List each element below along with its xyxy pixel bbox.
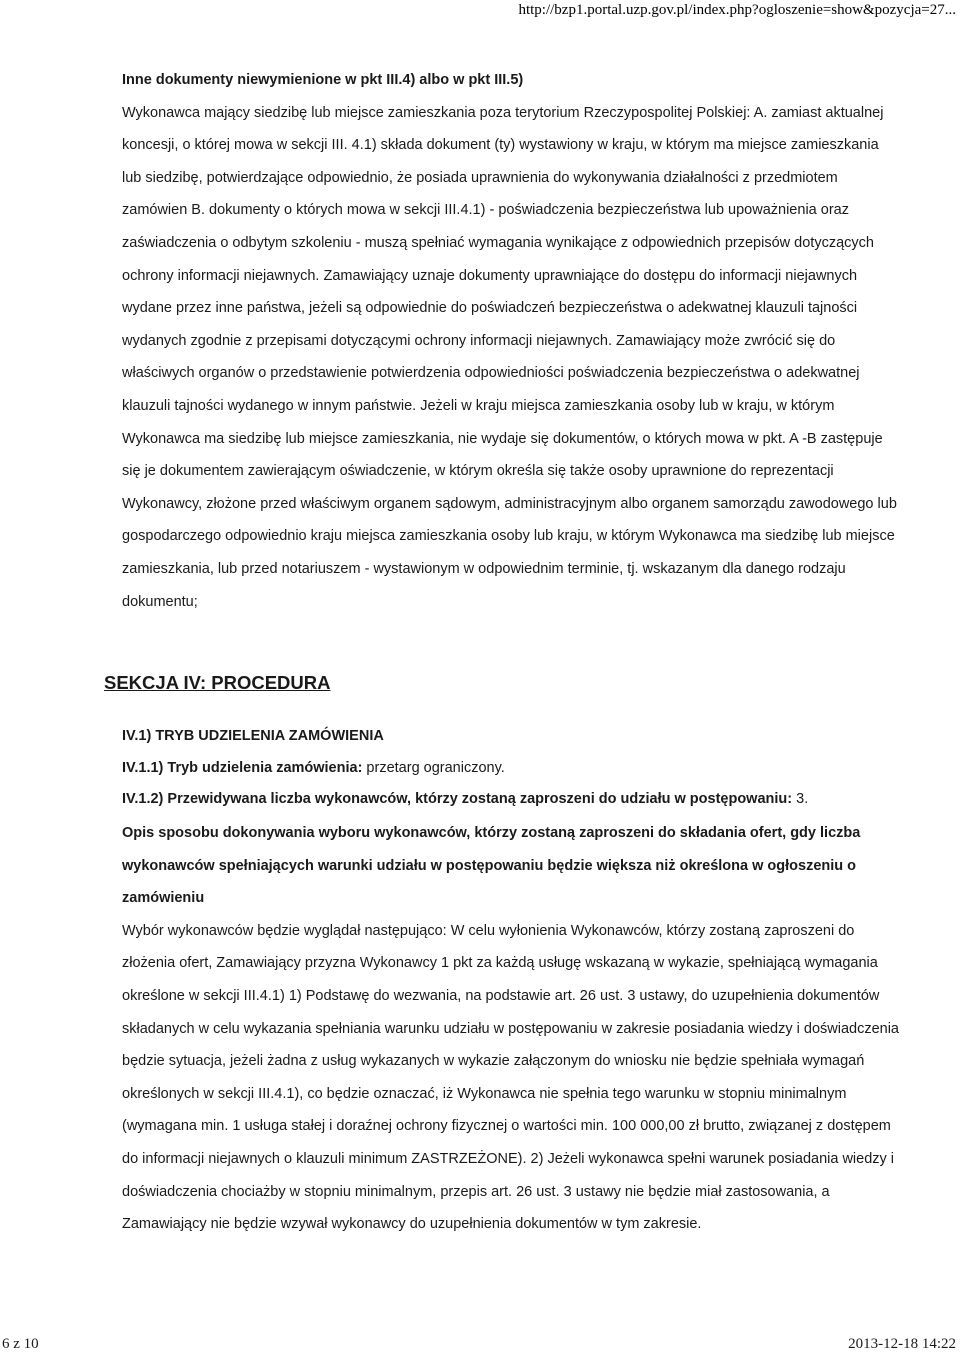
section-iv-title: SEKCJA IV: PROCEDURA: [104, 672, 331, 693]
procedure-block: [122, 720, 902, 1241]
selection-heading: Opis sposobu dokonywania wyboru wykonawców, którzy zostaną zaproszeni do składania ofert, gdy liczba wykonawców spełniających warunki udziału w postępowaniu będzie większa niż określona w ogłoszeniu o zamówieniu: [122, 825, 861, 907]
print-header-url: http://bzp1.portal.uzp.gov.pl/index.php?ogloszenie=show&pozycja=27...: [518, 2, 956, 18]
tryb-label: IV.1.1) Tryb udzielenia zamówienia:: [122, 760, 363, 776]
other-documents-body: Wykonawca mający siedzibę lub miejsce zamieszkania poza terytorium Rzeczypospolitej Polskiej: A. zamiast aktualnej koncesji, o której mowa w sekcji III. 4.1) składa dokument (ty) wystawiony w kraju, w którym ma miejsce zamieszkania lub siedzibę, potwierdzające odpowiednio, że posiada uprawnienia do wykonywania działalności z przedmiotem zamówien B. dokumenty o których mowa w sekcji III.4.1) - poświadczenia bezpieczeństwa lub upoważnienia oraz zaświadczenia o odbytym szkoleniu - muszą spełniać wymagania wynikające z odpowiednich przepisów dotyczących ochrony informacji niejawnych. Zamawiający uznaje dokumenty uprawniające do dostępu do informacji niejawnych wydane przez inne państwa, jeżeli są odpowiednie do poświadczeń bezpieczeństwa o adekwatnej klauzuli tajności wydanych zgodnie z przepisami dotyczącymi ochrony informacji niejawnych. Zamawiający może zwrócić się do właściwych organów o przedstawienie potwierdzenia odpowiedniości poświadczenia bezpieczeństwa o adekwatnej klauzuli tajności wydanego w innym państwie. Jeżeli w kraju miejsca zamieszkania osoby lub w kraju, w którym Wykonawca ma siedzibę lub miejsce zamieszkania, nie wydaje się dokumentów, o których mowa w pkt. A -B zastępuje się je dokumentem zawierającym oświadczenie, w którym określa się także osoby uprawnione do reprezentacji Wykonawcy, złożone przed właściwym organem sądowym, administracyjnym albo organem samorządu zawodowego lub gospodarczego odpowiednio kraju miejsca zamieszkania osoby lub kraju, w którym Wykonawca ma siedzibę lub miejsce zamieszkania, lub przed notariuszem - wystawionym w odpowiednim terminie, tj. wskazanym dla danego rodzaju dokumentu;: [122, 104, 897, 610]
tryb-heading: IV.1) TRYB UDZIELENIA ZAMÓWIENIA: [122, 728, 384, 744]
count-label: IV.1.2) Przewidywana liczba wykonawców, którzy zostaną zaproszeni do udziału w postępowaniu:: [122, 791, 793, 807]
page-number: 6 z 10: [2, 1336, 39, 1352]
other-documents-block: [122, 64, 902, 618]
print-datetime: 2013-12-18 14:22: [848, 1336, 956, 1352]
tryb-line: [122, 752, 902, 783]
count-value: 3.: [792, 791, 809, 807]
other-documents-heading: Inne dokumenty niewymienione w pkt III.4) albo w pkt III.5): [122, 72, 524, 88]
selection-body: Wybór wykonawców będzie wyglądał następująco: W celu wyłonienia Wykonawców, którzy zostaną zaproszeni do złożenia ofert, Zamawiający przyzna Wykonawcy 1 pkt za każdą usługę wskazaną w wykazie, spełniającą wymagania określone w sekcji III.4.1) 1) Podstawę do wezwania, na podstawie art. 26 ust. 3 ustawy, do uzupełnienia dokumentów składanych w celu wykazania spełniania warunku udziału w postępowaniu w zakresie posiadania wiedzy i doświadczenia będzie sytuacja, jeżeli żadna z usług wykazanych w wykazie załączonym do wniosku nie będzie spełniała wymagań określonych w sekcji III.4.1), co będzie oznaczać, iż Wykonawca nie spełnia tego warunku w stopniu minimalnym (wymagana min. 1 usługa stałej i doraźnej ochrony fizycznej o wartości min. 100 000,00 zł brutto, związanej z dostępem do informacji niejawnych o klauzuli minimum ZASTRZEŻONE). 2) Jeżeli wykonawca spełni warunek posiadania wiedzy i doświadczenia chociażby w stopniu minimalnym, przepis art. 26 ust. 3 ustawy nie będzie miał zastosowania, a Zamawiający nie będzie wzywał wykonawcy do uzupełnienia dokumentów w tym zakresie.: [122, 922, 899, 1233]
tryb-value: przetarg ograniczony.: [362, 760, 505, 776]
count-line: [122, 783, 902, 817]
